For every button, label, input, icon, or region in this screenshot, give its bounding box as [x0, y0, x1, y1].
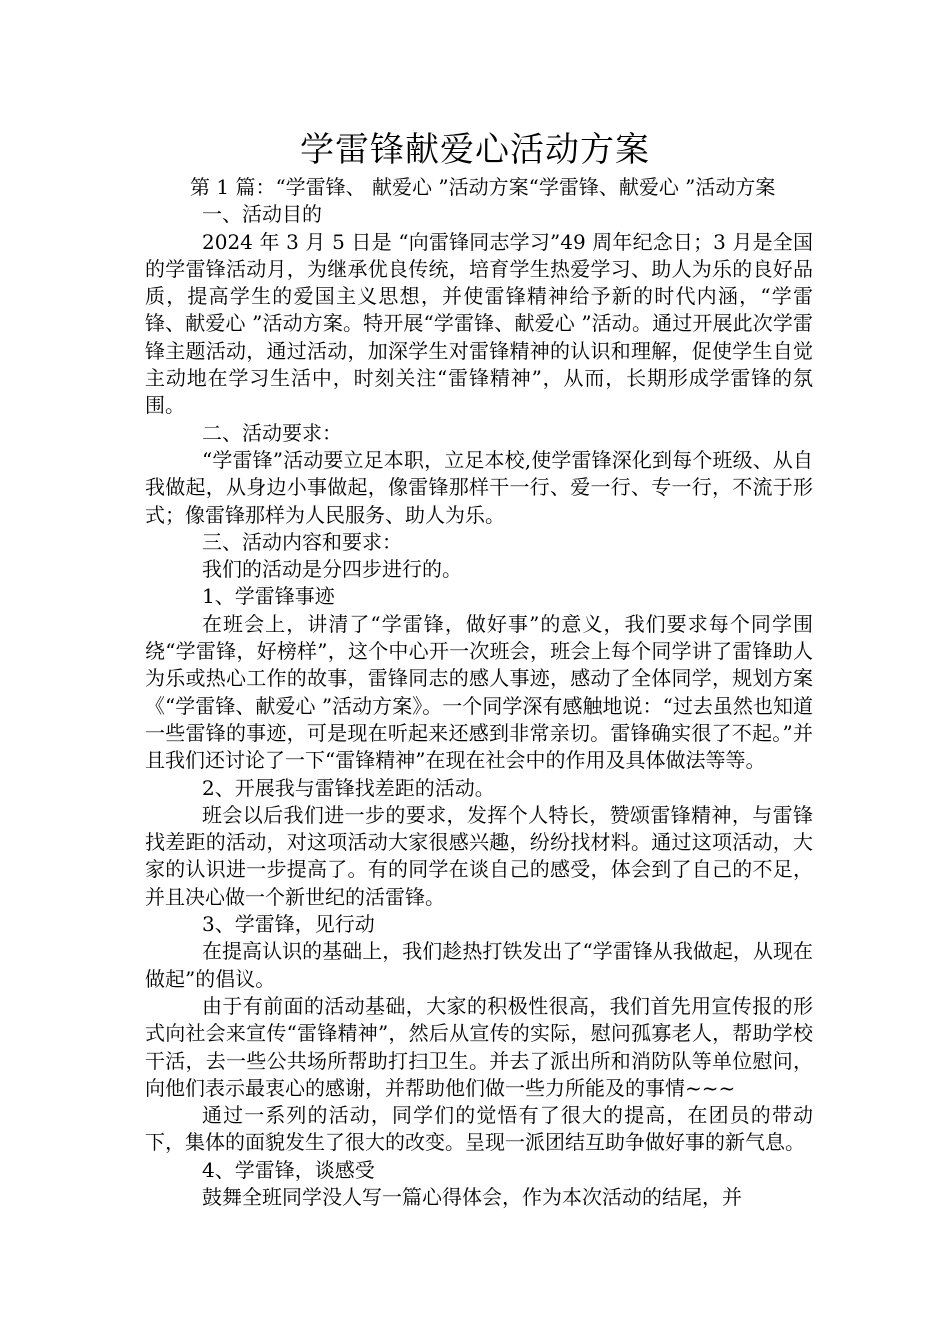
paragraph: 2024 年 3 月 5 日是 “向雷锋同志学习”49 周年纪念日；3 月是全国的学雷锋活动月，为继承优良传统，培育学生热爱学习、助人为乐的良好品质，提高学生的爱国主义思想，并使雷锋精神给予新的时代内涵，“学雷锋、献爱心 ”活动方案。特开展“学雷锋、献爱心 ”活动。通过开展此次学雷锋主题活动，通过活动，加深学生对雷锋精神的认识和理解，促使学生自觉主动地在学习生活中，时刻关注“雷锋精神”，从而，长期形成学雷锋的氛围。	[145, 229, 813, 418]
paragraph: 班会以后我们进一步的要求，发挥个人特长，赞颂雷锋精神，与雷锋找差距的活动，对这项活动大家很感兴趣，纷纷找材料。通过这项活动，大家的认识进一步提高了。有的同学在谈自己的感受，体会到了自己的不足，并且决心做一个新世纪的活雷锋。	[145, 802, 813, 909]
document-body	[145, 174, 813, 1211]
document-title: 学雷锋献爱心活动方案	[300, 130, 650, 170]
subsection-heading: 4、学雷锋，谈感受	[202, 1157, 375, 1182]
section-heading: 二、活动要求：	[202, 420, 342, 445]
paragraph: 由于有前面的活动基础，大家的积极性很高，我们首先用宣传报的形式向社会来宣传“雷锋精神”，然后从宣传的实际，慰问孤寡老人，帮助学校干活，去一些公共场所帮助打扫卫生。并去了派出所和消防队等单位慰问，向他们表示最衷心的感谢，并帮助他们做一些力所能及的事情~~~	[145, 993, 813, 1100]
paragraph: 通过一系列的活动，同学们的觉悟有了很大的提高，在团员的带动下，集体的面貌发生了很大的改变。呈现一派团结互助争做好事的新气息。	[145, 1103, 813, 1155]
paragraph: “学雷锋”活动要立足本职，立足本校,使学雷锋深化到每个班级、从自我做起，从身边小事做起，像雷锋那样干一行、爱一行、专一行，不流于形式；像雷锋那样为人民服务、助人为乐。	[145, 447, 813, 527]
subsection-heading: 3、学雷锋，见行动	[202, 912, 375, 937]
paragraph: 我们的活动是分四步进行的。	[202, 557, 462, 582]
paragraph: 鼓舞全班同学没人写一篇心得体会，作为本次活动的结尾，并	[202, 1184, 742, 1209]
paragraph: 在提高认识的基础上，我们趁热打铁发出了“学雷锋从我做起，从现在做起”的倡议。	[145, 939, 813, 991]
paragraph: 在班会上，讲清了“学雷锋，做好事”的意义，我们要求每个同学围绕“学雷锋，好榜样”，这个中心开一次班会，班会上每个同学讲了雷锋助人为乐或热心工作的故事，雷锋同志的感人事迹，感动了全体同学，规划方案《“学雷锋、献爱心 ”活动方案》。一个同学深有感触地说：“过去虽然也知道一些雷锋的事迹，可是现在听起来还感到非常亲切。雷锋确实很了不起。”并且我们还讨论了一下“雷锋精神”在现在社会中的作用及具体做法等等。	[145, 611, 813, 773]
subsection-heading: 1、学雷锋事迹	[202, 584, 335, 609]
section-heading: 一、活动目的	[202, 202, 322, 227]
paragraph: 第 1 篇：“学雷锋、 献爱心 ”活动方案“学雷锋、献爱心 ”活动方案	[190, 175, 776, 199]
subsection-heading: 2、开展我与雷锋找差距的活动。	[202, 775, 495, 800]
section-heading: 三、活动内容和要求：	[202, 529, 402, 554]
